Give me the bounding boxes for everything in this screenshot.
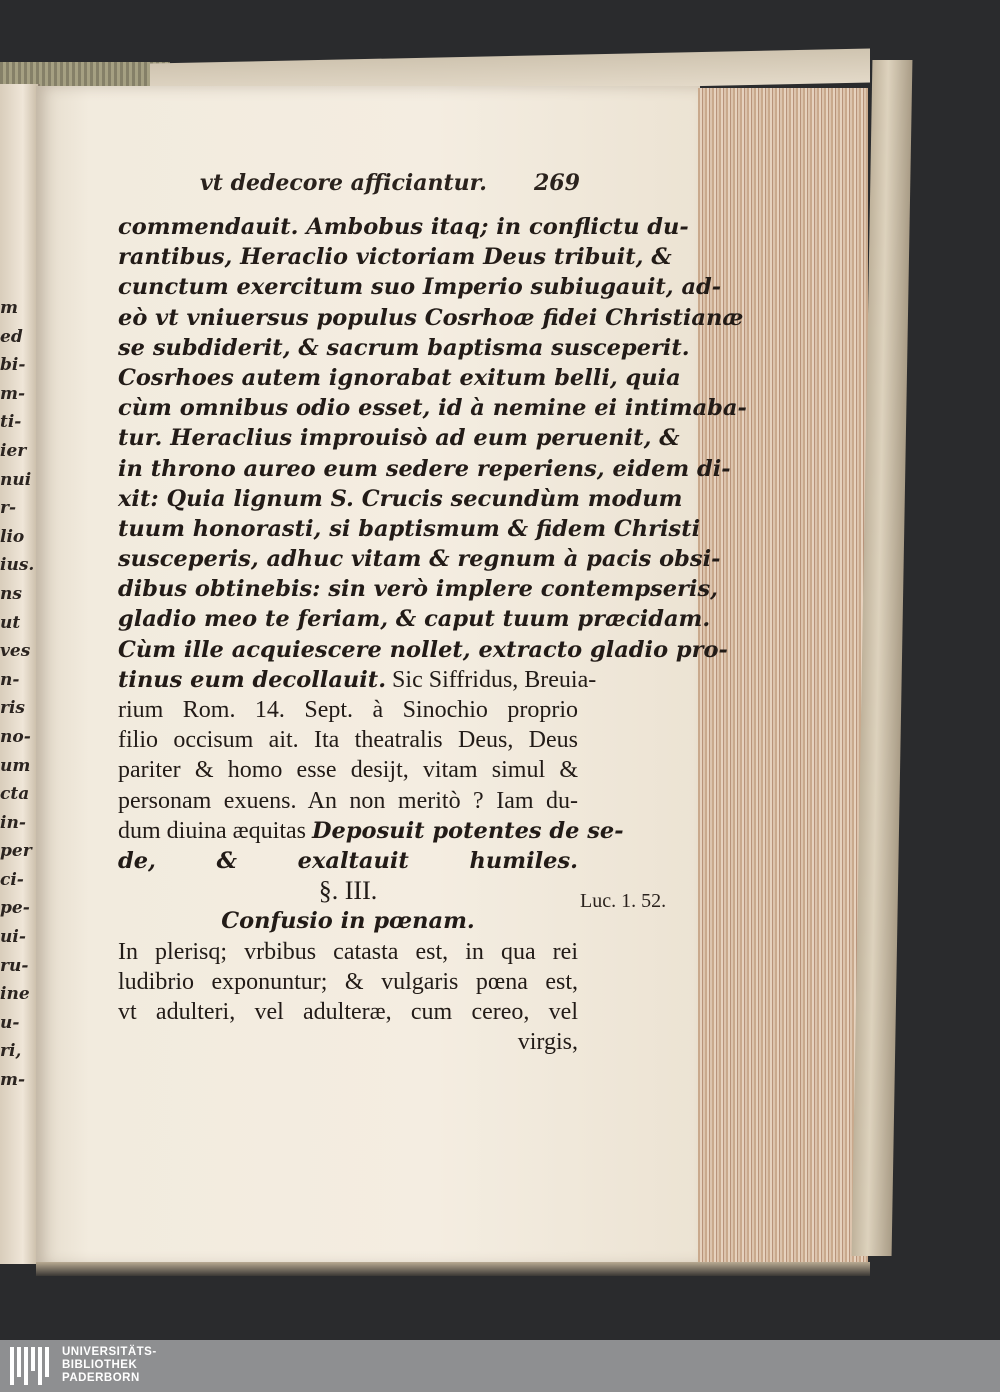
text-line	[118, 272, 722, 302]
left-fragment-line: ui-	[0, 927, 26, 948]
left-fragment-line: nui	[0, 469, 32, 490]
text-line	[118, 423, 680, 453]
text-segment: tur. Heraclius improuisò ad eum peruenit, &	[118, 425, 680, 452]
page-fore-edge	[698, 88, 868, 1264]
left-fragment-line: m	[0, 298, 18, 318]
logo-line-1: UNIVERSITÄTS-	[62, 1346, 157, 1358]
logo-line-2: BIBLIOTHEK	[62, 1359, 138, 1371]
text-line	[118, 725, 578, 755]
text-line	[118, 333, 690, 363]
catchword: virgis,	[517, 1029, 578, 1056]
text-line	[118, 544, 721, 574]
left-page-text-fragments	[0, 294, 36, 1095]
text-line	[118, 786, 578, 816]
page-bottom-edge	[36, 1262, 870, 1276]
left-fragment-line: ti-	[0, 412, 22, 433]
text-segment: de, & exaltauit humiles.	[118, 847, 578, 874]
text-line	[118, 212, 689, 242]
text-line	[118, 363, 681, 393]
left-fragment-line: ine	[0, 984, 30, 1005]
left-fragment-line: per	[0, 841, 32, 862]
text-segment: Cosrhoes autem ignorabat exitum belli, quia	[118, 364, 681, 391]
text-segment: rantibus, Heraclio victoriam Deus tribuit, &	[118, 244, 672, 271]
text-segment: tinus eum decollauit.	[118, 666, 387, 693]
left-fragment-line: lio	[0, 526, 25, 547]
text-line	[118, 635, 728, 665]
text-segment: commendauit. Ambobus itaq; in conflictu du-	[118, 214, 689, 240]
running-head: vt dedecore afficiantur.	[200, 170, 487, 196]
library-logo-text	[62, 1346, 157, 1385]
text-line	[118, 303, 744, 333]
text-segment: rium Rom. 14. Sept. à Sinochio proprio	[118, 697, 578, 723]
text-line: ludibrio exponuntur; & vulgaris pœna est,	[118, 968, 578, 995]
left-fragment-line: um	[0, 755, 31, 776]
left-fragment-line: ut	[0, 612, 21, 633]
text-line	[118, 695, 578, 725]
text-line	[118, 242, 672, 272]
left-page	[0, 84, 40, 1264]
text-segment: in throno aureo eum sedere reperiens, eidem di-	[118, 455, 731, 482]
left-fragment-line: r-	[0, 498, 17, 519]
left-fragment-line: ns	[0, 583, 22, 604]
left-fragment-line: ius.	[0, 555, 35, 576]
left-fragment-line: m-	[0, 383, 26, 404]
text-segment: dum diuina æquitas	[118, 817, 312, 844]
left-fragment-line: u-	[0, 1012, 20, 1033]
left-fragment-line: ris	[0, 698, 25, 719]
library-logo-icon	[10, 1347, 50, 1385]
text-segment: filio occisum ait. Ita theatralis Deus, Deus	[118, 727, 578, 754]
left-fragment-line: pe-	[0, 898, 30, 919]
text-line	[118, 755, 578, 785]
text-segment: Sic Siffridus, Breuia-	[386, 666, 597, 693]
text-line	[118, 665, 597, 695]
logo-line-3: PADERBORN	[62, 1372, 140, 1384]
text-segment: personam exuens. An non meritò ? Iam du-	[118, 787, 578, 814]
left-fragment-line: cta	[0, 784, 30, 805]
text-line	[118, 514, 701, 544]
text-line	[118, 574, 718, 604]
text-segment: tuum honorasti, si baptismum & fidem Christi	[118, 515, 701, 542]
left-fragment-line: m-	[0, 1070, 26, 1091]
text-line: vt adulteri, vel adulteræ, cum cereo, vel	[118, 998, 578, 1025]
library-footer	[0, 1340, 1000, 1392]
text-segment: cùm omnibus odio esset, id à nemine ei intimaba-	[118, 395, 747, 422]
text-segment: pariter & homo esse desijt, vitam simul &	[118, 757, 578, 784]
left-fragment-line: ru-	[0, 955, 29, 976]
text-segment: Cùm ille acquiescere nollet, extracto gladio pro-	[118, 636, 728, 663]
text-segment: xit: Quia lignum S. Crucis secundùm modum	[118, 485, 683, 512]
left-fragment-line: ves	[0, 641, 31, 662]
text-line	[118, 484, 683, 514]
page-number: 269	[534, 170, 580, 196]
text-segment: dibus obtinebis: sin verò implere contempseris,	[118, 576, 718, 603]
left-fragment-line: in-	[0, 812, 26, 833]
text-segment: susceperis, adhuc vitam & regnum à pacis obsi-	[118, 546, 721, 573]
text-segment: gladio meo te feriam, & caput tuum præcidam.	[118, 606, 711, 633]
text-line	[118, 393, 747, 423]
text-line: In plerisq; vrbibus catasta est, in qua rei	[118, 938, 578, 965]
left-fragment-line: no-	[0, 726, 31, 747]
margin-note: Luc. 1. 52.	[580, 890, 667, 912]
text-line	[118, 604, 711, 634]
left-fragment-line: ri,	[0, 1041, 22, 1062]
text-segment: cunctum exercitum suo Imperio subiugauit, ad-	[118, 274, 722, 301]
section-heading: §. III.	[318, 876, 378, 906]
section-title: Confusio in pœnam.	[221, 908, 475, 935]
left-fragment-line: ci-	[0, 869, 24, 890]
text-segment: se subdiderit, & sacrum baptisma susceperit.	[118, 334, 690, 361]
text-segment: Deposuit potentes de se-	[312, 817, 624, 844]
text-line	[118, 816, 624, 846]
left-fragment-line: ed	[0, 326, 23, 347]
text-segment: eò vt vniuersus populus Cosrhoæ fidei Christianæ	[118, 304, 744, 331]
left-fragment-line: n-	[0, 669, 20, 690]
text-line	[118, 846, 578, 876]
text-line	[118, 454, 731, 484]
left-fragment-line: ier	[0, 440, 27, 461]
left-fragment-line: bi-	[0, 355, 26, 376]
